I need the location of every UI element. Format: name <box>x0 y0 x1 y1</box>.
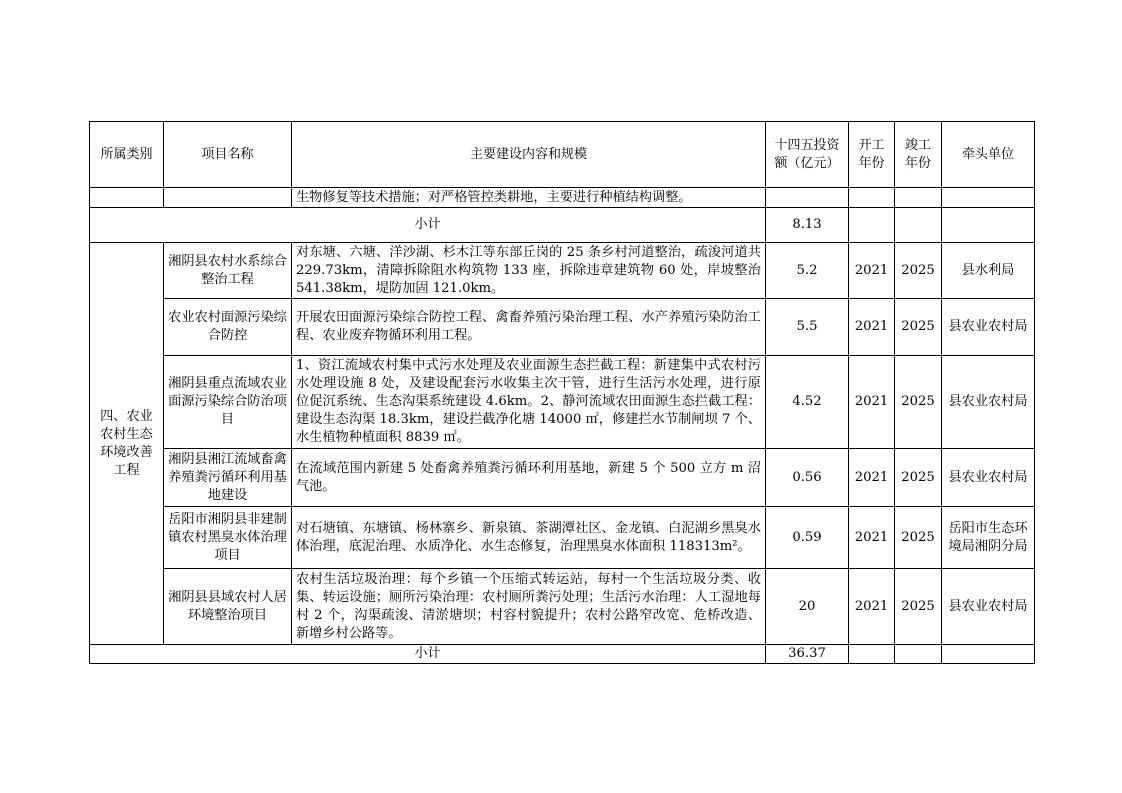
lead-unit-cell: 县农业农村局 <box>942 569 1035 645</box>
content-cell: 开展农田面源污染综合防控工程、禽畜养殖污染治理工程、水产养殖污染防治工程、农业废弃物循环利用工程。 <box>292 299 766 356</box>
end-year-cell: 2025 <box>895 507 942 569</box>
lead-unit-cell: 县农业农村局 <box>942 356 1035 449</box>
lead-unit-cell: 县水利局 <box>942 243 1035 299</box>
empty-cell <box>942 645 1035 664</box>
subtotal-row <box>90 208 1035 243</box>
empty-cell <box>849 645 895 664</box>
investment-cell: 4.52 <box>766 356 849 449</box>
empty-cell <box>942 208 1035 243</box>
project-name-cell: 岳阳市湘阴县非建制镇农村黑臭水体治理项目 <box>164 507 292 569</box>
table-row <box>90 569 1035 645</box>
empty-cell <box>895 645 942 664</box>
empty-cell <box>164 188 292 208</box>
end-year-cell: 2025 <box>895 569 942 645</box>
investment-cell: 0.56 <box>766 449 849 507</box>
table-row <box>90 449 1035 507</box>
investment-cell: 20 <box>766 569 849 645</box>
lead-unit-cell: 县农业农村局 <box>942 449 1035 507</box>
start-year-cell: 2021 <box>849 507 895 569</box>
header-lead-unit: 牵头单位 <box>942 122 1035 188</box>
project-table <box>89 121 1035 664</box>
end-year-cell: 2025 <box>895 299 942 356</box>
empty-cell <box>942 188 1035 208</box>
investment-cell: 5.2 <box>766 243 849 299</box>
empty-cell <box>849 208 895 243</box>
start-year-cell: 2021 <box>849 243 895 299</box>
project-name-cell: 湘阴县重点流域农业面源污染综合防治项目 <box>164 356 292 449</box>
empty-cell <box>895 188 942 208</box>
header-investment: 十四五投资额（亿元） <box>766 122 849 188</box>
empty-cell <box>90 188 164 208</box>
header-start-year: 开工年份 <box>849 122 895 188</box>
investment-cell: 0.59 <box>766 507 849 569</box>
start-year-cell: 2021 <box>849 356 895 449</box>
project-name-cell: 农业农村面源污染综合防控 <box>164 299 292 356</box>
table-row <box>90 356 1035 449</box>
subtotal-row <box>90 645 1035 664</box>
content-cell: 在流域范围内新建 5 处畜禽养殖粪污循环利用基地，新建 5 个 500 立方 m 沼气池。 <box>292 449 766 507</box>
header-end-year: 竣工年份 <box>895 122 942 188</box>
subtotal-label: 小计 <box>90 208 766 243</box>
end-year-cell: 2025 <box>895 449 942 507</box>
content-cell: 农村生活垃圾治理：每个乡镇一个压缩式转运站，每村一个生活垃圾分类、收集、转运设施；厕所污染治理：农村厕所粪污处理；生活污水治理：人工湿地每村 2 个，沟渠疏浚、清淤塘坝；村容村貌提升；农村公路窄改宽、危桥改造、新增乡村公路等。 <box>292 569 766 645</box>
table-row <box>90 507 1035 569</box>
header-project: 项目名称 <box>164 122 292 188</box>
content-cell: 对石塘镇、东塘镇、杨林寨乡、新泉镇、茶湖潭社区、金龙镇、白泥湖乡黑臭水体治理，底泥治理、水质净化、水生态修复，治理黑臭水体面积 118313m²。 <box>292 507 766 569</box>
empty-cell <box>895 208 942 243</box>
content-cell: 1、资江流域农村集中式污水处理及农业面源生态拦截工程：新建集中式农村污水处理设施 8 处，及建设配套污水收集主次干管，进行生活污水处理，进行原位促沉系统、生态沟渠系统建设 4.6km。2、静河流域农田面源生态拦截工程：建设生态沟渠 18.3km，建设拦截净化塘 14000 ㎡，修建拦水节制闸坝 7 个、水生植物种植面积 8839 ㎡。 <box>292 356 766 449</box>
category-cell: 四、农业农村生态环境改善工程 <box>90 243 164 645</box>
header-category: 所属类别 <box>90 122 164 188</box>
header-row <box>90 122 1035 188</box>
content-cell: 生物修复等技术措施；对严格管控类耕地，主要进行种植结构调整。 <box>292 188 766 208</box>
content-cell: 对东塘、六塘、洋沙湖、杉木江等东部丘岗的 25 条乡村河道整治，疏浚河道共 229.73km，清障拆除阻水构筑物 133 座，拆除违章建筑物 60 处，岸坡整治 541.38km，堤防加固 121.0km。 <box>292 243 766 299</box>
start-year-cell: 2021 <box>849 569 895 645</box>
subtotal-value: 36.37 <box>766 645 849 664</box>
start-year-cell: 2021 <box>849 449 895 507</box>
table-row <box>90 299 1035 356</box>
subtotal-value: 8.13 <box>766 208 849 243</box>
subtotal-label: 小计 <box>90 645 766 664</box>
project-name-cell: 湘阴县湘江流域畜禽养殖粪污循环利用基地建设 <box>164 449 292 507</box>
empty-cell <box>766 188 849 208</box>
end-year-cell: 2025 <box>895 243 942 299</box>
continuation-row <box>90 188 1035 208</box>
table-row <box>90 243 1035 299</box>
project-name-cell: 湘阴县农村水系综合整治工程 <box>164 243 292 299</box>
start-year-cell: 2021 <box>849 299 895 356</box>
lead-unit-cell: 岳阳市生态环境局湘阴分局 <box>942 507 1035 569</box>
project-name-cell: 湘阴县县域农村人居环境整治项目 <box>164 569 292 645</box>
investment-cell: 5.5 <box>766 299 849 356</box>
end-year-cell: 2025 <box>895 356 942 449</box>
header-content: 主要建设内容和规模 <box>292 122 766 188</box>
empty-cell <box>849 188 895 208</box>
lead-unit-cell: 县农业农村局 <box>942 299 1035 356</box>
